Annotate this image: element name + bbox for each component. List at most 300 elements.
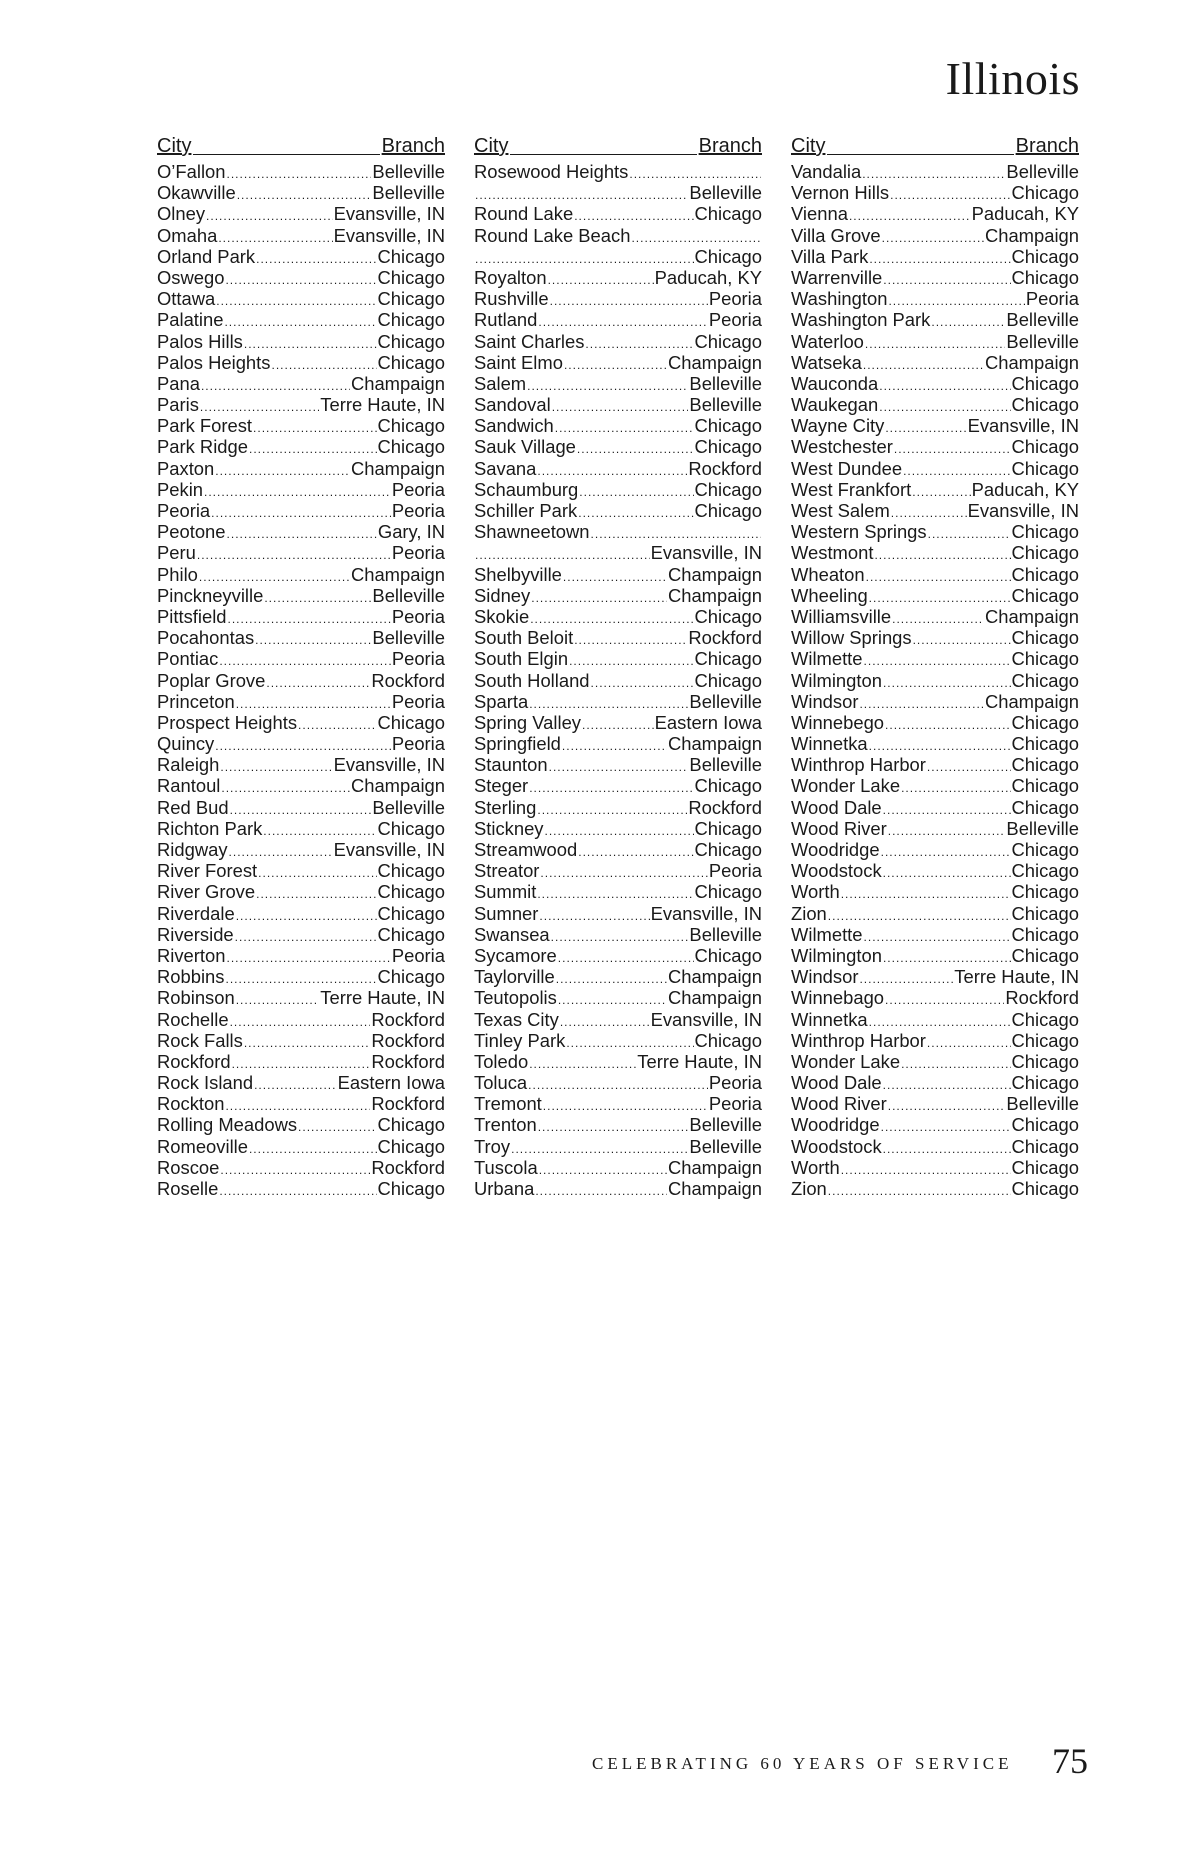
dot-leader (253, 418, 376, 439)
city-name: Wilmette (791, 923, 863, 945)
list-item (791, 246, 1079, 267)
branch-name: Belleville (372, 182, 445, 204)
city-name: Windsor (791, 690, 859, 712)
city-name: Skokie (474, 605, 530, 627)
dot-leader (927, 1033, 1011, 1054)
list-item (157, 606, 445, 627)
branch-name: Chicago (377, 817, 445, 839)
dot-leader (226, 164, 371, 185)
dot-leader (864, 927, 1011, 948)
city-name: Rockton (157, 1093, 225, 1115)
dot-leader (539, 1160, 667, 1181)
city-name: Wheeling (791, 584, 868, 606)
list-item (791, 712, 1079, 733)
city-name: South Holland (474, 669, 590, 691)
branch-name: Belleville (1006, 817, 1079, 839)
branch-name: Chicago (377, 711, 445, 733)
city-name: Shelbyville (474, 563, 562, 585)
list-item (791, 839, 1079, 860)
list-item (157, 479, 445, 500)
list-item (157, 394, 445, 415)
city-name: Westchester (791, 436, 893, 458)
list-item (791, 1030, 1079, 1051)
list-item (157, 373, 445, 394)
list-item (157, 945, 445, 966)
branch-name: Chicago (694, 881, 762, 903)
city-name: Wood River (791, 817, 887, 839)
dot-leader (539, 906, 649, 927)
branch-name: Chicago (1011, 711, 1079, 733)
branch-name: Rockford (371, 1008, 445, 1030)
dot-leader (577, 439, 694, 460)
dot-leader (543, 1096, 708, 1117)
dot-leader (258, 863, 376, 884)
branch-name: Belleville (689, 182, 762, 204)
branch-name: Champaign (667, 563, 762, 585)
list-item (474, 585, 762, 606)
dot-leader (226, 948, 390, 969)
branch-name: Chicago (694, 817, 762, 839)
list-item (791, 733, 1079, 754)
list-item (791, 670, 1079, 691)
dot-leader (256, 884, 376, 905)
branch-name: Peoria (391, 944, 445, 966)
listing-column-3 (791, 133, 1079, 1199)
list-item (474, 712, 762, 733)
city-name: Sumner (474, 902, 539, 924)
branch-name: Chicago (1011, 627, 1079, 649)
dot-leader (866, 567, 1011, 588)
list-item (157, 1136, 445, 1157)
list-item (791, 797, 1079, 818)
dot-leader (885, 418, 966, 439)
list-item (791, 479, 1079, 500)
branch-name: Paducah, KY (971, 203, 1079, 225)
city-name: Schiller Park (474, 500, 578, 521)
list-item (474, 161, 762, 182)
branch-name: Champaign (984, 224, 1079, 246)
branch-name: Chicago (1011, 372, 1079, 394)
branch-name: Chicago (694, 330, 762, 352)
city-name: Vandalia (791, 161, 862, 182)
city-name: Princeton (157, 690, 235, 712)
branch-name: Evansville, IN (650, 1008, 762, 1030)
column-header (157, 133, 445, 159)
city-name: Salem (474, 372, 527, 394)
list-item (157, 860, 445, 881)
list-item (474, 881, 762, 902)
list-item (474, 733, 762, 754)
dot-leader (551, 927, 689, 948)
list-item (157, 331, 445, 352)
list-item (791, 203, 1079, 224)
city-name: Romeoville (157, 1135, 248, 1157)
city-name: Red Bud (157, 796, 229, 818)
list-item (791, 415, 1079, 436)
city-name: Winnetka (791, 733, 868, 755)
dot-leader (220, 1160, 370, 1181)
dot-leader (883, 863, 1011, 884)
dot-leader (883, 800, 1011, 821)
city-name: Worth (791, 1156, 840, 1178)
branch-name: Peoria (391, 500, 445, 521)
dot-leader (828, 1181, 1011, 1202)
list-item (157, 712, 445, 733)
branch-name: Chicago (1011, 521, 1079, 543)
branch-name: Chicago (377, 902, 445, 924)
city-name: Peotone (157, 521, 226, 543)
dot-leader (529, 778, 693, 799)
column-rows (157, 161, 445, 1199)
branch-name: Gary, IN (377, 521, 445, 543)
listing-column-1 (157, 133, 445, 1199)
branch-name: Evansville, IN (333, 839, 445, 860)
branch-name: Chicago (1011, 733, 1079, 755)
branch-name: Chicago (1011, 1072, 1079, 1094)
city-name: Orland Park (157, 245, 256, 267)
city-name: Toledo (474, 1050, 529, 1072)
branch-name: Chicago (1011, 1135, 1079, 1157)
list-item (474, 564, 762, 585)
list-item (791, 1093, 1079, 1114)
city-name: West Frankfort (791, 478, 912, 500)
city-name: Teutopolis (474, 987, 557, 1009)
list-item (791, 775, 1079, 796)
branch-name: Evansville, IN (967, 415, 1079, 437)
list-item (791, 458, 1079, 479)
city-name: Sandoval (474, 394, 551, 416)
city-name: Sparta (474, 690, 529, 712)
branch-name: Chicago (377, 309, 445, 331)
branch-name: Chicago (1011, 923, 1079, 945)
list-item (157, 585, 445, 606)
city-name: River Forest (157, 860, 258, 882)
list-item (474, 331, 762, 352)
city-name: Woodstock (791, 860, 882, 882)
branch-name: Chicago (1011, 245, 1079, 267)
header-rule (193, 133, 379, 155)
dot-leader (885, 715, 1010, 736)
city-name: Pittsfield (157, 605, 227, 627)
dot-leader (912, 482, 970, 503)
city-name: West Dundee (791, 457, 903, 479)
header-branch: Branch (698, 135, 762, 157)
city-name: Westmont (791, 542, 874, 564)
city-name: Wood River (791, 1093, 887, 1115)
column-header (474, 133, 762, 159)
list-item (791, 394, 1079, 415)
branch-name: Chicago (1011, 542, 1079, 564)
branch-name: Chicago (694, 203, 762, 225)
list-item (157, 1030, 445, 1051)
dot-leader (538, 1117, 689, 1138)
city-name: Roselle (157, 1178, 219, 1199)
list-item (157, 775, 445, 796)
dot-leader (882, 228, 984, 249)
list-item (791, 352, 1079, 373)
dot-leader (928, 524, 1011, 545)
dot-leader (224, 312, 376, 333)
branch-name: Chicago (694, 944, 762, 966)
list-item (474, 987, 762, 1008)
list-item (474, 966, 762, 987)
branch-name: Chicago (377, 1178, 445, 1199)
dot-leader (894, 439, 1011, 460)
list-item (474, 1093, 762, 1114)
dot-leader (220, 757, 332, 778)
city-name: Woodridge (791, 839, 880, 860)
dot-leader (563, 567, 667, 588)
list-item (474, 797, 762, 818)
branch-name: Champaign (984, 690, 1079, 712)
city-name: West Salem (791, 500, 890, 521)
branch-name: Chicago (377, 288, 445, 310)
dot-leader (531, 588, 667, 609)
city-name: Peru (157, 542, 196, 564)
branch-name: Rockford (688, 796, 762, 818)
city-name: Roscoe (157, 1156, 220, 1178)
dot-leader (552, 397, 689, 418)
list-item (157, 225, 445, 246)
list-item (791, 606, 1079, 627)
dot-leader (254, 1075, 337, 1096)
branch-name: Rockford (371, 1050, 445, 1072)
branch-name: Belleville (689, 690, 762, 712)
dot-leader (266, 673, 370, 694)
dot-leader (204, 482, 391, 503)
branch-name: Chicago (694, 500, 762, 521)
city-name: Okawville (157, 182, 236, 204)
city-name: Palos Hills (157, 330, 243, 352)
city-name: Tinley Park (474, 1029, 566, 1051)
city-name: Rutland (474, 309, 538, 331)
branch-name: Chicago (694, 648, 762, 670)
branch-name: Chicago (377, 923, 445, 945)
city-name: Rochelle (157, 1008, 229, 1030)
city-name: Wonder Lake (791, 775, 901, 797)
header-rule (827, 133, 1013, 155)
dot-leader (841, 1160, 1011, 1181)
dot-leader (560, 1012, 650, 1033)
city-name: Wonder Lake (791, 1050, 901, 1072)
list-item (474, 373, 762, 394)
list-item (474, 352, 762, 373)
branch-name: Evansville, IN (333, 224, 445, 246)
city-name: Williamsville (791, 605, 892, 627)
branch-name: Champaign (350, 563, 445, 585)
branch-name: Paducah, KY (971, 478, 1079, 500)
city-name: South Elgin (474, 648, 569, 670)
city-name: Prospect Heights (157, 711, 298, 733)
city-name: Park Forest (157, 415, 253, 437)
city-name: Streamwood (474, 839, 578, 860)
branch-name: Chicago (694, 245, 762, 267)
branch-name: Belleville (1006, 161, 1079, 182)
dot-leader (864, 651, 1011, 672)
city-name: Pocahontas (157, 627, 255, 649)
branch-name: Champaign (350, 372, 445, 394)
branch-name: Champaign (350, 775, 445, 797)
dot-leader (528, 1075, 708, 1096)
branch-name: Belleville (689, 923, 762, 945)
city-name: Peoria (157, 500, 211, 521)
city-name: Riverside (157, 923, 234, 945)
city-name: Zion (791, 902, 827, 924)
branch-name: Chicago (1011, 944, 1079, 966)
dot-leader (211, 503, 391, 524)
branch-name: Eastern Iowa (337, 1072, 445, 1094)
list-item (157, 670, 445, 691)
branch-name: Chicago (1011, 584, 1079, 606)
list-item (474, 670, 762, 691)
city-name: Pinckneyville (157, 584, 264, 606)
dot-leader (883, 1139, 1011, 1160)
list-item (474, 754, 762, 775)
city-name: Woodridge (791, 1114, 880, 1136)
list-item (791, 564, 1079, 585)
city-name: Wilmette (791, 648, 863, 670)
list-item (791, 627, 1079, 648)
city-name: Wauconda (791, 372, 879, 394)
city-name: Sidney (474, 584, 531, 606)
dot-leader (881, 1117, 1011, 1138)
city-name: Washington (791, 288, 888, 310)
branch-name: Chicago (694, 605, 762, 627)
list-item (791, 585, 1079, 606)
list-item (157, 309, 445, 330)
city-name: Streator (474, 860, 540, 882)
branch-name: Belleville (689, 394, 762, 416)
list-item (157, 1009, 445, 1030)
list-item (157, 839, 445, 860)
branch-name: Peoria (708, 288, 762, 310)
branch-name: Chicago (1011, 1156, 1079, 1178)
list-item (791, 1009, 1079, 1030)
dot-leader (225, 270, 376, 291)
city-name: Woodstock (791, 1135, 882, 1157)
list-item (474, 309, 762, 330)
branch-name: Chicago (1011, 796, 1079, 818)
dot-leader (927, 757, 1011, 778)
list-item (791, 373, 1079, 394)
list-item (791, 1072, 1079, 1093)
branch-name: Rockford (1005, 987, 1079, 1009)
branch-name: Belleville (689, 754, 762, 776)
branch-name: Rockford (371, 1156, 445, 1178)
city-name: Savana (474, 457, 537, 479)
dot-leader (841, 884, 1011, 905)
city-name: Wayne City (791, 415, 885, 437)
dot-leader (249, 1139, 377, 1160)
dot-leader (888, 821, 1006, 842)
city-name: Royalton (474, 266, 547, 288)
dot-leader (591, 673, 694, 694)
city-name: Pekin (157, 478, 204, 500)
city-name: Warrenville (791, 266, 883, 288)
city-name: Wilmington (791, 669, 882, 691)
dot-leader (564, 355, 667, 376)
branch-name: Chicago (1011, 775, 1079, 797)
dot-leader (885, 990, 1004, 1011)
list-item (157, 161, 445, 182)
list-item (157, 1093, 445, 1114)
branch-name: Chicago (377, 330, 445, 352)
list-item (791, 267, 1079, 288)
list-item (157, 415, 445, 436)
city-name: Sandwich (474, 415, 554, 437)
list-item (791, 966, 1079, 987)
list-item (157, 1178, 445, 1199)
branch-name: Terre Haute, IN (954, 966, 1079, 988)
branch-name: Evansville, IN (333, 754, 445, 776)
city-name: Poplar Grove (157, 669, 266, 691)
list-item (474, 500, 762, 521)
branch-name: Evansville, IN (650, 542, 762, 564)
dot-leader (901, 1054, 1010, 1075)
list-item (791, 225, 1079, 246)
dot-leader (883, 1075, 1011, 1096)
branch-name: Champaign (350, 457, 445, 479)
branch-name: Chicago (1011, 860, 1079, 882)
branch-name: Chicago (1011, 1114, 1079, 1136)
branch-name: Belleville (1006, 309, 1079, 331)
header-city: City (791, 135, 826, 157)
branch-name: Peoria (708, 860, 762, 882)
city-name: Springfield (474, 733, 561, 755)
dot-leader (244, 1033, 371, 1054)
list-item (474, 648, 762, 669)
dot-leader (216, 291, 376, 312)
city-name: Riverton (157, 944, 226, 966)
city-name: Steger (474, 775, 529, 797)
city-name: Waukegan (791, 394, 879, 416)
list-item (157, 182, 445, 203)
dot-leader (529, 1054, 636, 1075)
dot-leader (255, 630, 371, 651)
branch-name: Rockford (371, 1029, 445, 1051)
branch-name: Peoria (391, 478, 445, 500)
dot-leader (527, 376, 688, 397)
list-item (791, 691, 1079, 712)
branch-name: Evansville, IN (967, 500, 1079, 521)
list-item (791, 521, 1079, 542)
list-item (791, 860, 1079, 881)
list-item (474, 627, 762, 648)
list-item (791, 309, 1079, 330)
list-item (474, 182, 762, 203)
dot-leader (236, 990, 320, 1011)
list-item (474, 818, 762, 839)
page-title: Illinois (945, 53, 1080, 104)
list-item (791, 945, 1079, 966)
branch-name: Chicago (1011, 1029, 1079, 1051)
branch-name: Chicago (1011, 182, 1079, 204)
list-item (157, 1051, 445, 1072)
dot-leader (219, 1181, 376, 1202)
branch-name: Champaign (667, 351, 762, 373)
city-name: Rushville (474, 288, 549, 310)
list-item (157, 436, 445, 457)
list-item (157, 797, 445, 818)
branch-name: Chicago (377, 245, 445, 267)
branch-name: Paducah, KY (654, 266, 762, 288)
list-item (157, 458, 445, 479)
dot-leader (221, 778, 350, 799)
city-name: Palatine (157, 309, 224, 331)
dot-leader (535, 1181, 667, 1202)
list-item (474, 436, 762, 457)
list-item (474, 1114, 762, 1135)
